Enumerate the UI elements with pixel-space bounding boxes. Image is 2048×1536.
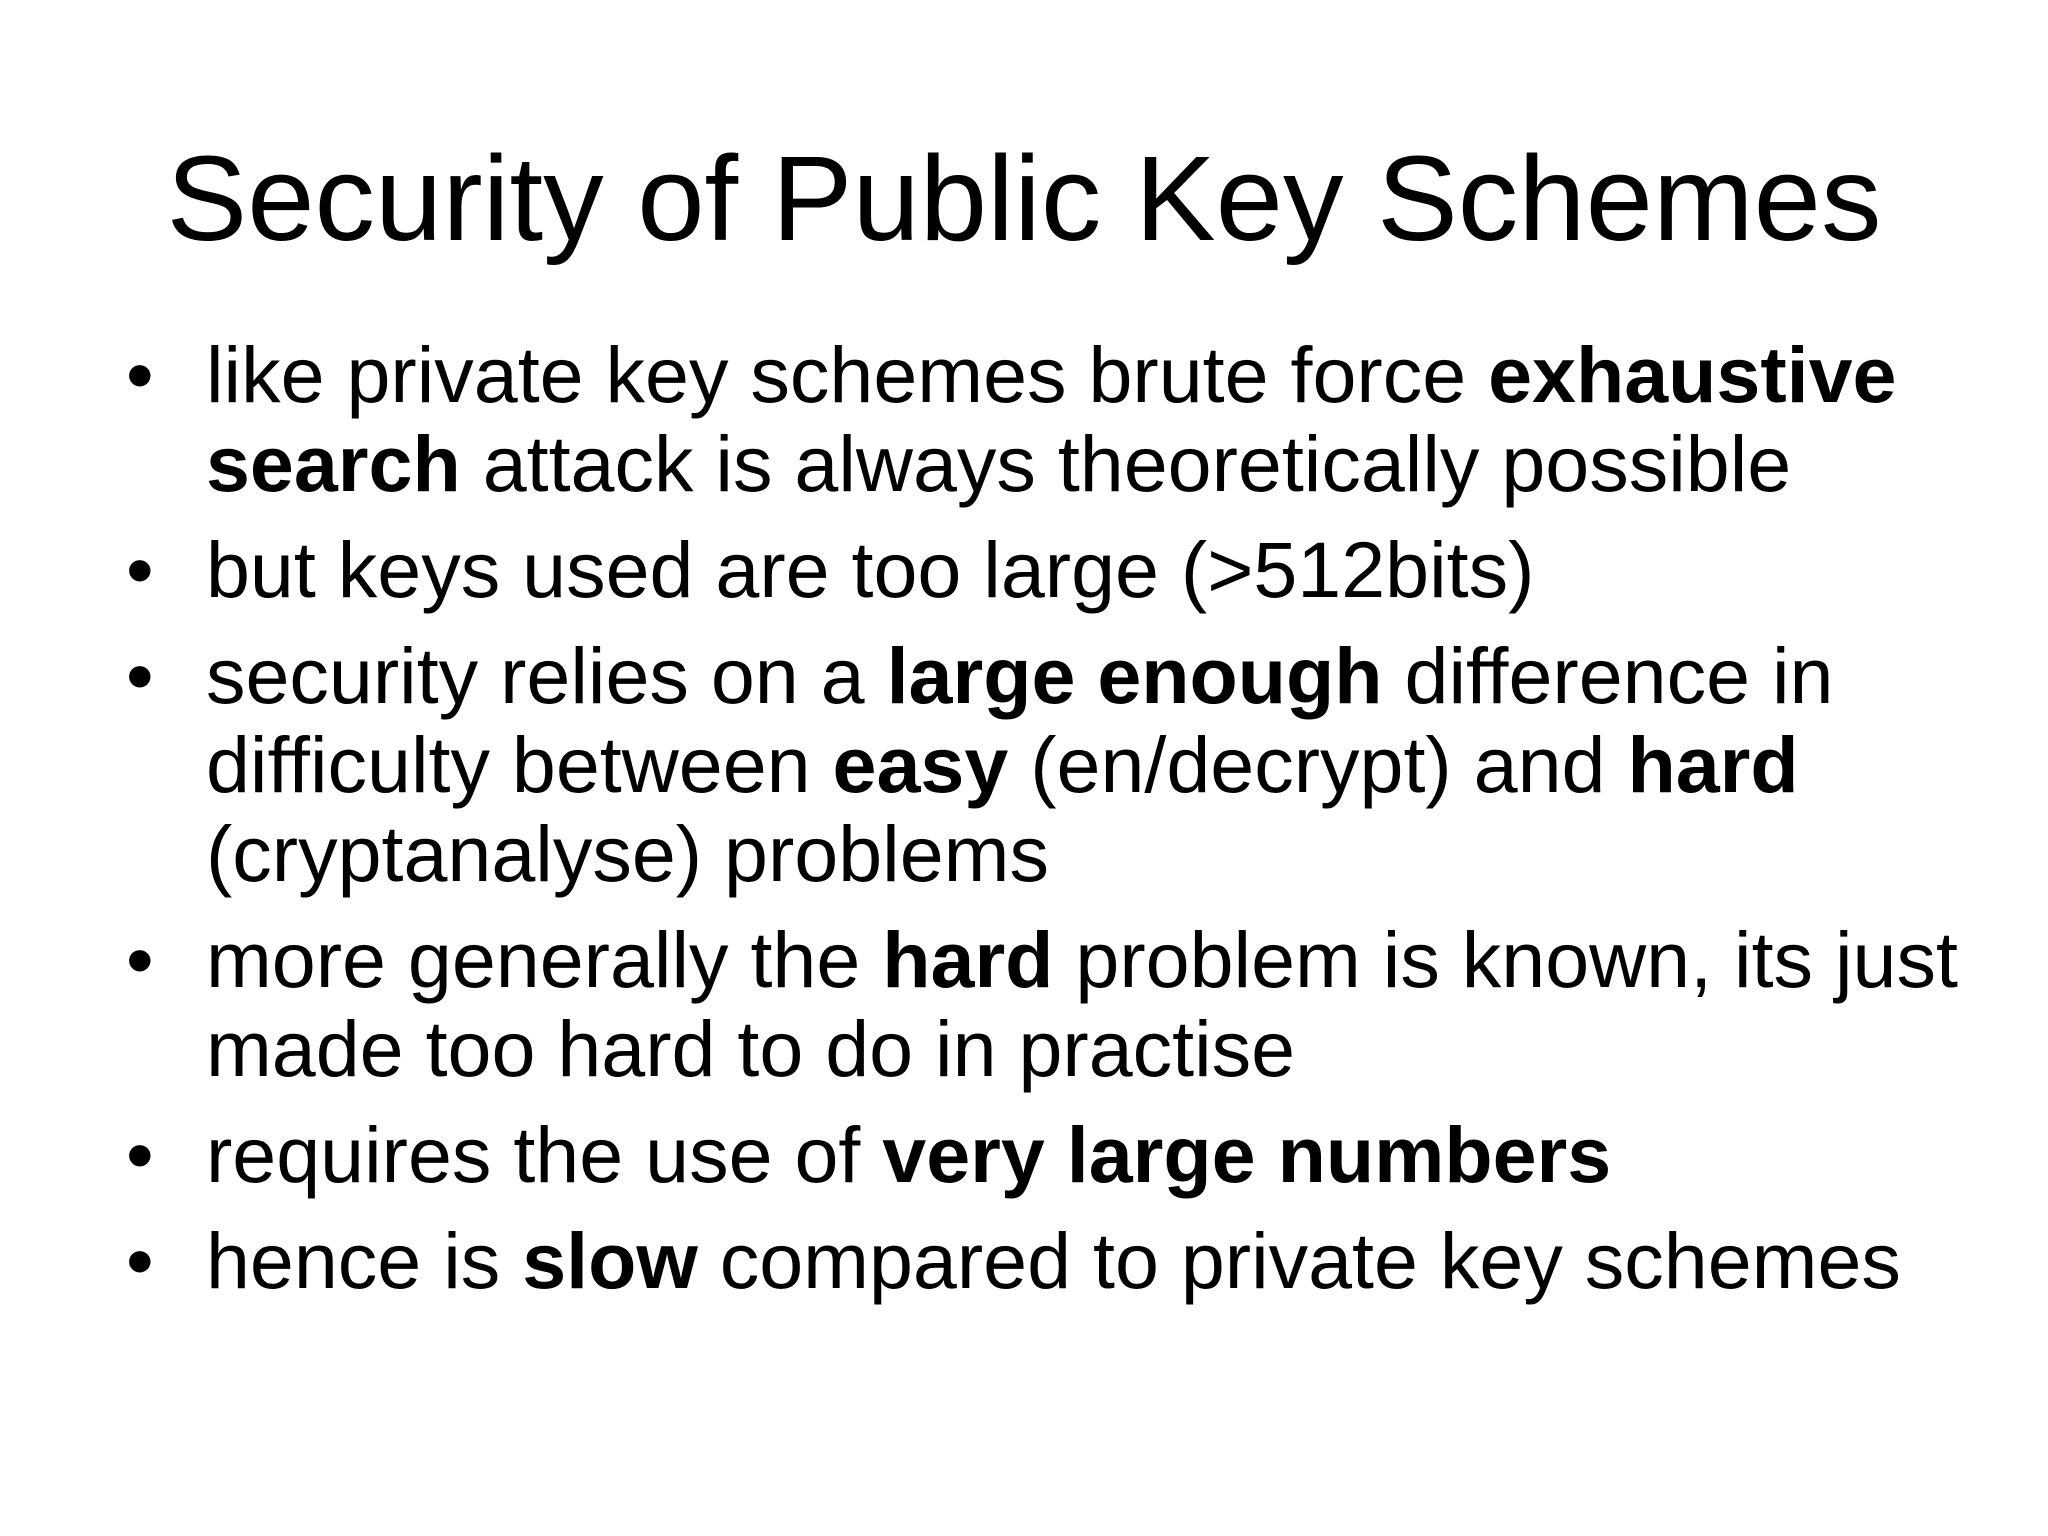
bullet-text: difference in difficulty between	[206, 631, 1834, 809]
bullet-marker: •	[126, 915, 154, 1004]
bullet-text: but keys used are too large (>512bits)	[206, 525, 1535, 614]
bullet-text: (cryptanalyse) problems	[206, 809, 1049, 898]
bullet-emphasis: large enough	[886, 631, 1383, 720]
bullet-list	[120, 330, 2020, 1322]
slide-title: Security of Public Key Schemes	[166, 130, 1882, 266]
bullet-item	[120, 915, 2020, 1093]
bullet-emphasis: slow	[522, 1216, 698, 1305]
bullet-emphasis: hard	[882, 915, 1054, 1004]
bullet-text: problem is known, its just made too hard to do in practise	[206, 915, 1958, 1093]
bullet-marker: •	[126, 1216, 154, 1305]
bullet-text: compared to private key schemes	[697, 1216, 1901, 1305]
bullet-marker: •	[126, 1110, 154, 1199]
bullet-item	[120, 330, 2020, 508]
bullet-emphasis: exhaustive search	[206, 330, 1897, 508]
bullet-text: (en/decrypt) and	[1008, 720, 1628, 809]
bullet-emphasis: very large numbers	[882, 1110, 1612, 1199]
bullet-text: like private key schemes brute force	[206, 330, 1489, 419]
bullet-text: attack is always theoretically possible	[460, 419, 1792, 508]
bullet-text: more generally the	[206, 915, 883, 1004]
bullet-text: requires the use of	[206, 1110, 883, 1199]
bullet-marker: •	[126, 631, 154, 720]
bullet-marker: •	[126, 525, 154, 614]
bullet-item	[120, 631, 2020, 898]
bullet-emphasis: hard	[1627, 720, 1799, 809]
bullet-text: security relies on a	[206, 631, 887, 720]
bullet-emphasis: easy	[832, 720, 1009, 809]
bullet-item	[120, 1110, 2020, 1199]
bullet-text: hence is	[206, 1216, 523, 1305]
bullet-item	[120, 1216, 2020, 1305]
bullet-marker: •	[126, 330, 154, 419]
bullet-item	[120, 525, 2020, 614]
